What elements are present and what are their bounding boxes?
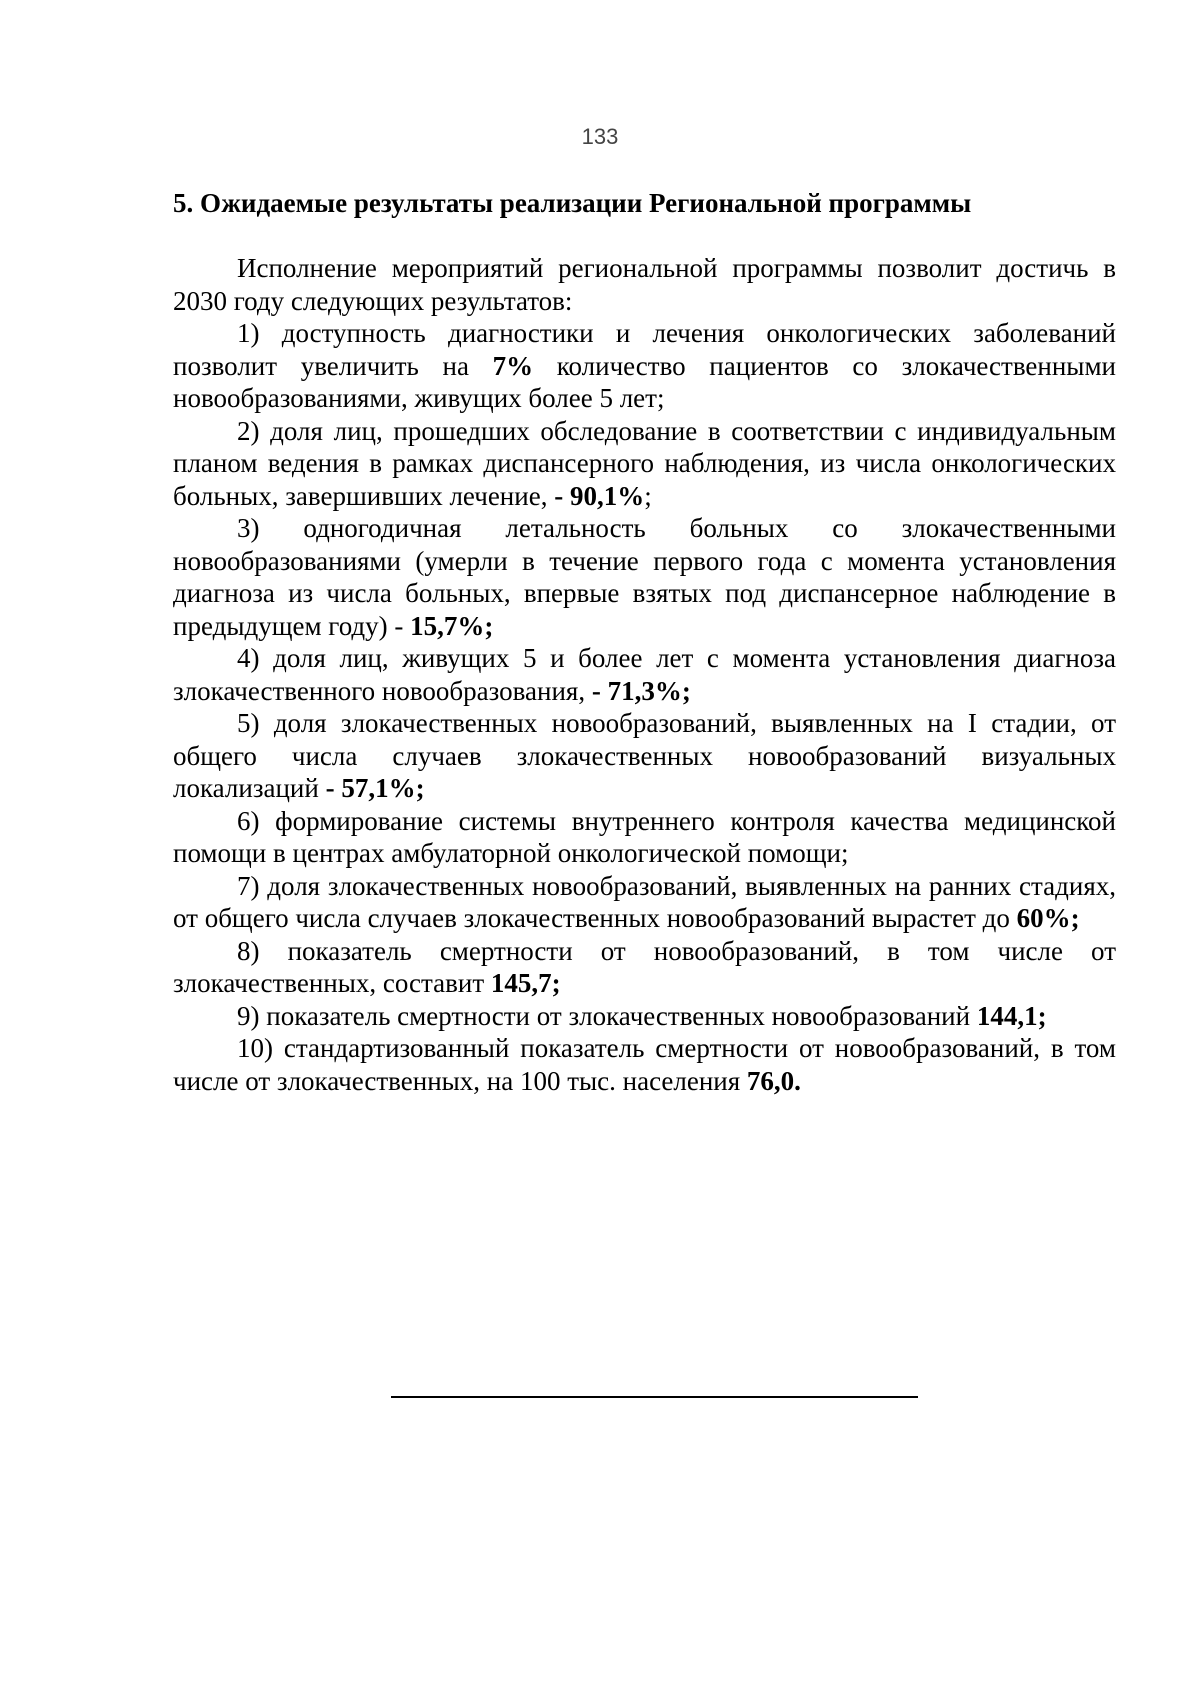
result-item-4: 4) доля лиц, живущих 5 и более лет с момента установления диагноза злокачественного новообразования, - 71,3%; — [173, 643, 1116, 706]
result-item-9: 9) показатель смертности от злокачественных новообразований 144,1; — [237, 1000, 1047, 1031]
results-body — [173, 252, 1116, 1097]
end-of-section-rule — [391, 1396, 918, 1398]
result-item-1: 1) доступность диагностики и лечения онкологических заболеваний позволит увеличить на 7% количество пациентов со злокачественными новообразованиями, живущих более 5 лет; — [173, 318, 1116, 413]
result-item-8: 8) показатель смертности от новообразований, в том числе от злокачественных, составит 145,7; — [173, 935, 1116, 998]
result-item-6: 6) формирование системы внутреннего контроля качества медицинской помощи в центрах амбулаторной онкологической помощи; — [173, 805, 1116, 868]
page-number: 133 — [581, 124, 619, 149]
result-item-2: 2) доля лиц, прошедших обследование в соответствии с индивидуальным планом ведения в рамках диспансерного наблюдения, из числа онкологических больных, завершивших лечение, - 90,1%; — [173, 415, 1116, 511]
result-item-10: 10) стандартизованный показатель смертности от новообразований, в том числе от злокачественных, на 100 тыс. населения 76,0. — [173, 1033, 1116, 1096]
intro-paragraph: Исполнение мероприятий региональной программы позволит достичь в 2030 году следующих результатов: — [173, 253, 1116, 316]
result-item-7: 7) доля злокачественных новообразований, выявленных на ранних стадиях, от общего числа случаев злокачественных новообразований вырастет до 60%; — [173, 870, 1116, 933]
result-item-5: 5) доля злокачественных новообразований, выявленных на I стадии, от общего числа случаев злокачественных новообразований визуальных локализаций - 57,1%; — [173, 708, 1116, 803]
section-heading: 5. Ожидаемые результаты реализации Региональной программы — [173, 188, 972, 218]
result-item-3: 3) одногодичная летальность больных со злокачественными новообразованиями (умерли в течение первого года с момента установления диагноза из числа больных, впервые взятых под диспансерное наблюдение в предыдущем году) - 15,7%; — [173, 513, 1116, 641]
